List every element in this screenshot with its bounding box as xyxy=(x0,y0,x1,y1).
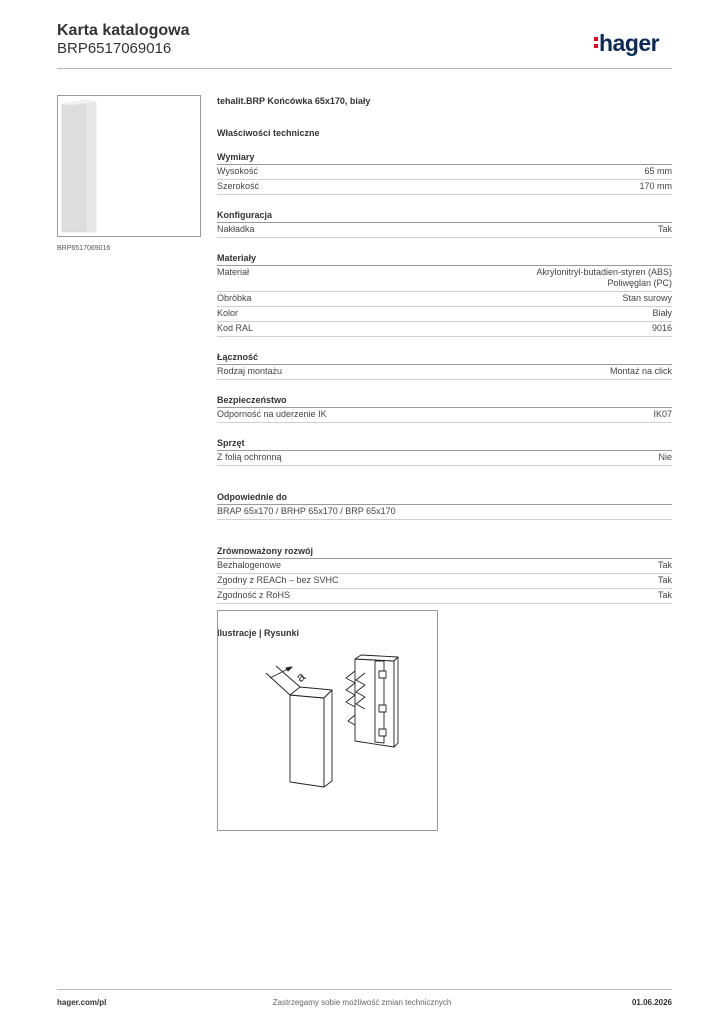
sustainability-section xyxy=(217,546,672,604)
group-heading: Sprzęt xyxy=(217,438,672,451)
spec-label: Z folią ochronną xyxy=(217,452,282,462)
spec-value xyxy=(536,267,672,289)
spec-value-line: IK07 xyxy=(653,409,672,419)
spec-label: Szerokość xyxy=(217,181,260,191)
spec-value-line: Tak xyxy=(657,590,672,600)
group-heading: Zrównoważony rozwój xyxy=(217,546,672,559)
spec-row xyxy=(217,408,672,423)
spec-row xyxy=(217,574,672,589)
spec-value-line: Tak xyxy=(657,575,672,585)
spec-row xyxy=(217,292,672,307)
spec-label: Zgodność z RoHS xyxy=(217,590,291,600)
spec-row xyxy=(217,365,672,380)
spec-row xyxy=(217,559,672,574)
logo-dots-icon xyxy=(594,34,598,51)
spec-label: Zgodny z REACh – bez SVHC xyxy=(217,575,339,585)
spec-row xyxy=(217,505,672,520)
spec-label: Wysokość xyxy=(217,166,258,176)
spec-label: Kod RAL xyxy=(217,323,254,333)
group-heading: Łączność xyxy=(217,352,672,365)
group-heading: Bezpieczeństwo xyxy=(217,395,672,408)
header-divider xyxy=(57,68,672,69)
footer-website: hager.com/pl xyxy=(57,998,107,1007)
spec-content xyxy=(217,96,672,638)
spec-value xyxy=(610,366,672,377)
spec-label: Materiał xyxy=(217,267,250,277)
spec-value xyxy=(658,452,672,463)
spec-row xyxy=(217,589,672,604)
spec-value-line: Tak xyxy=(657,224,672,234)
product-thumbnail xyxy=(57,95,201,237)
spec-value xyxy=(652,323,672,334)
spec-row xyxy=(217,223,672,238)
spec-value xyxy=(652,308,672,319)
spec-value-line: 65 mm xyxy=(644,166,672,176)
spec-value-line: Nie xyxy=(658,452,672,462)
spec-value-line: 170 mm xyxy=(639,181,672,191)
spec-value-line: Biały xyxy=(652,308,672,318)
header-product-code: BRP6517069016 xyxy=(57,40,172,57)
footer-divider xyxy=(57,989,672,990)
illustrations-heading: Ilustracje | Rysunki xyxy=(217,628,300,638)
hager-logo xyxy=(594,30,659,57)
spec-value-line: Stan surowy xyxy=(622,293,672,303)
spec-value-line: Poliwęglan (PC) xyxy=(607,278,672,288)
spec-label: Nakładka xyxy=(217,224,255,234)
spec-label: Rodzaj montażu xyxy=(217,366,283,376)
properties-heading: Właściwości techniczne xyxy=(217,128,320,138)
spec-value xyxy=(653,409,672,420)
dimension-label: a xyxy=(292,668,308,685)
spec-row xyxy=(217,180,672,195)
spec-row xyxy=(217,307,672,322)
spec-value xyxy=(658,560,672,571)
spec-value-line: Montaż na click xyxy=(609,366,672,376)
spec-label: BRAP 65x170 / BRHP 65x170 / BRP 65x170 xyxy=(217,506,396,516)
spec-label: Obróbka xyxy=(217,293,252,303)
spec-label: Bezhalogenowe xyxy=(217,560,282,570)
spec-value-line: Akrylonitryl-butadien-styren (ABS) xyxy=(536,267,672,277)
spec-label: Kolor xyxy=(217,308,239,318)
footer-disclaimer: Zastrzegamy sobie możliwość zmian technicznych xyxy=(272,998,452,1007)
spec-value-line: 9016 xyxy=(651,323,672,333)
group-heading: Materiały xyxy=(217,253,672,266)
spec-value xyxy=(658,590,672,601)
group-heading: Odpowiednie do xyxy=(217,492,672,505)
spec-value xyxy=(658,224,672,235)
technical-drawing xyxy=(218,611,437,830)
spec-row xyxy=(217,451,672,466)
spec-row xyxy=(217,322,672,337)
thumbnail-caption: BRP6517069016 xyxy=(57,245,111,252)
spec-value xyxy=(639,181,672,192)
spec-row xyxy=(217,266,672,292)
spec-label: Odporność na uderzenie IK xyxy=(217,409,327,419)
suitable-for-section xyxy=(217,492,672,520)
spec-row xyxy=(217,165,672,180)
spec-value xyxy=(644,166,672,177)
illustration-frame xyxy=(217,610,438,831)
spec-groups xyxy=(217,152,672,466)
spec-value xyxy=(622,293,672,304)
spec-value-line: Tak xyxy=(657,560,672,570)
footer-date: 01.06.2026 xyxy=(631,998,672,1007)
group-heading: Konfiguracja xyxy=(217,210,672,223)
group-heading: Wymiary xyxy=(217,152,672,165)
spec-value xyxy=(658,575,672,586)
end-cap-image xyxy=(58,96,200,236)
header-title: Karta katalogowa xyxy=(57,22,190,39)
product-title: tehalit.BRP Końcówka 65x170, biały xyxy=(217,96,371,106)
logo-text: hager xyxy=(599,30,660,56)
